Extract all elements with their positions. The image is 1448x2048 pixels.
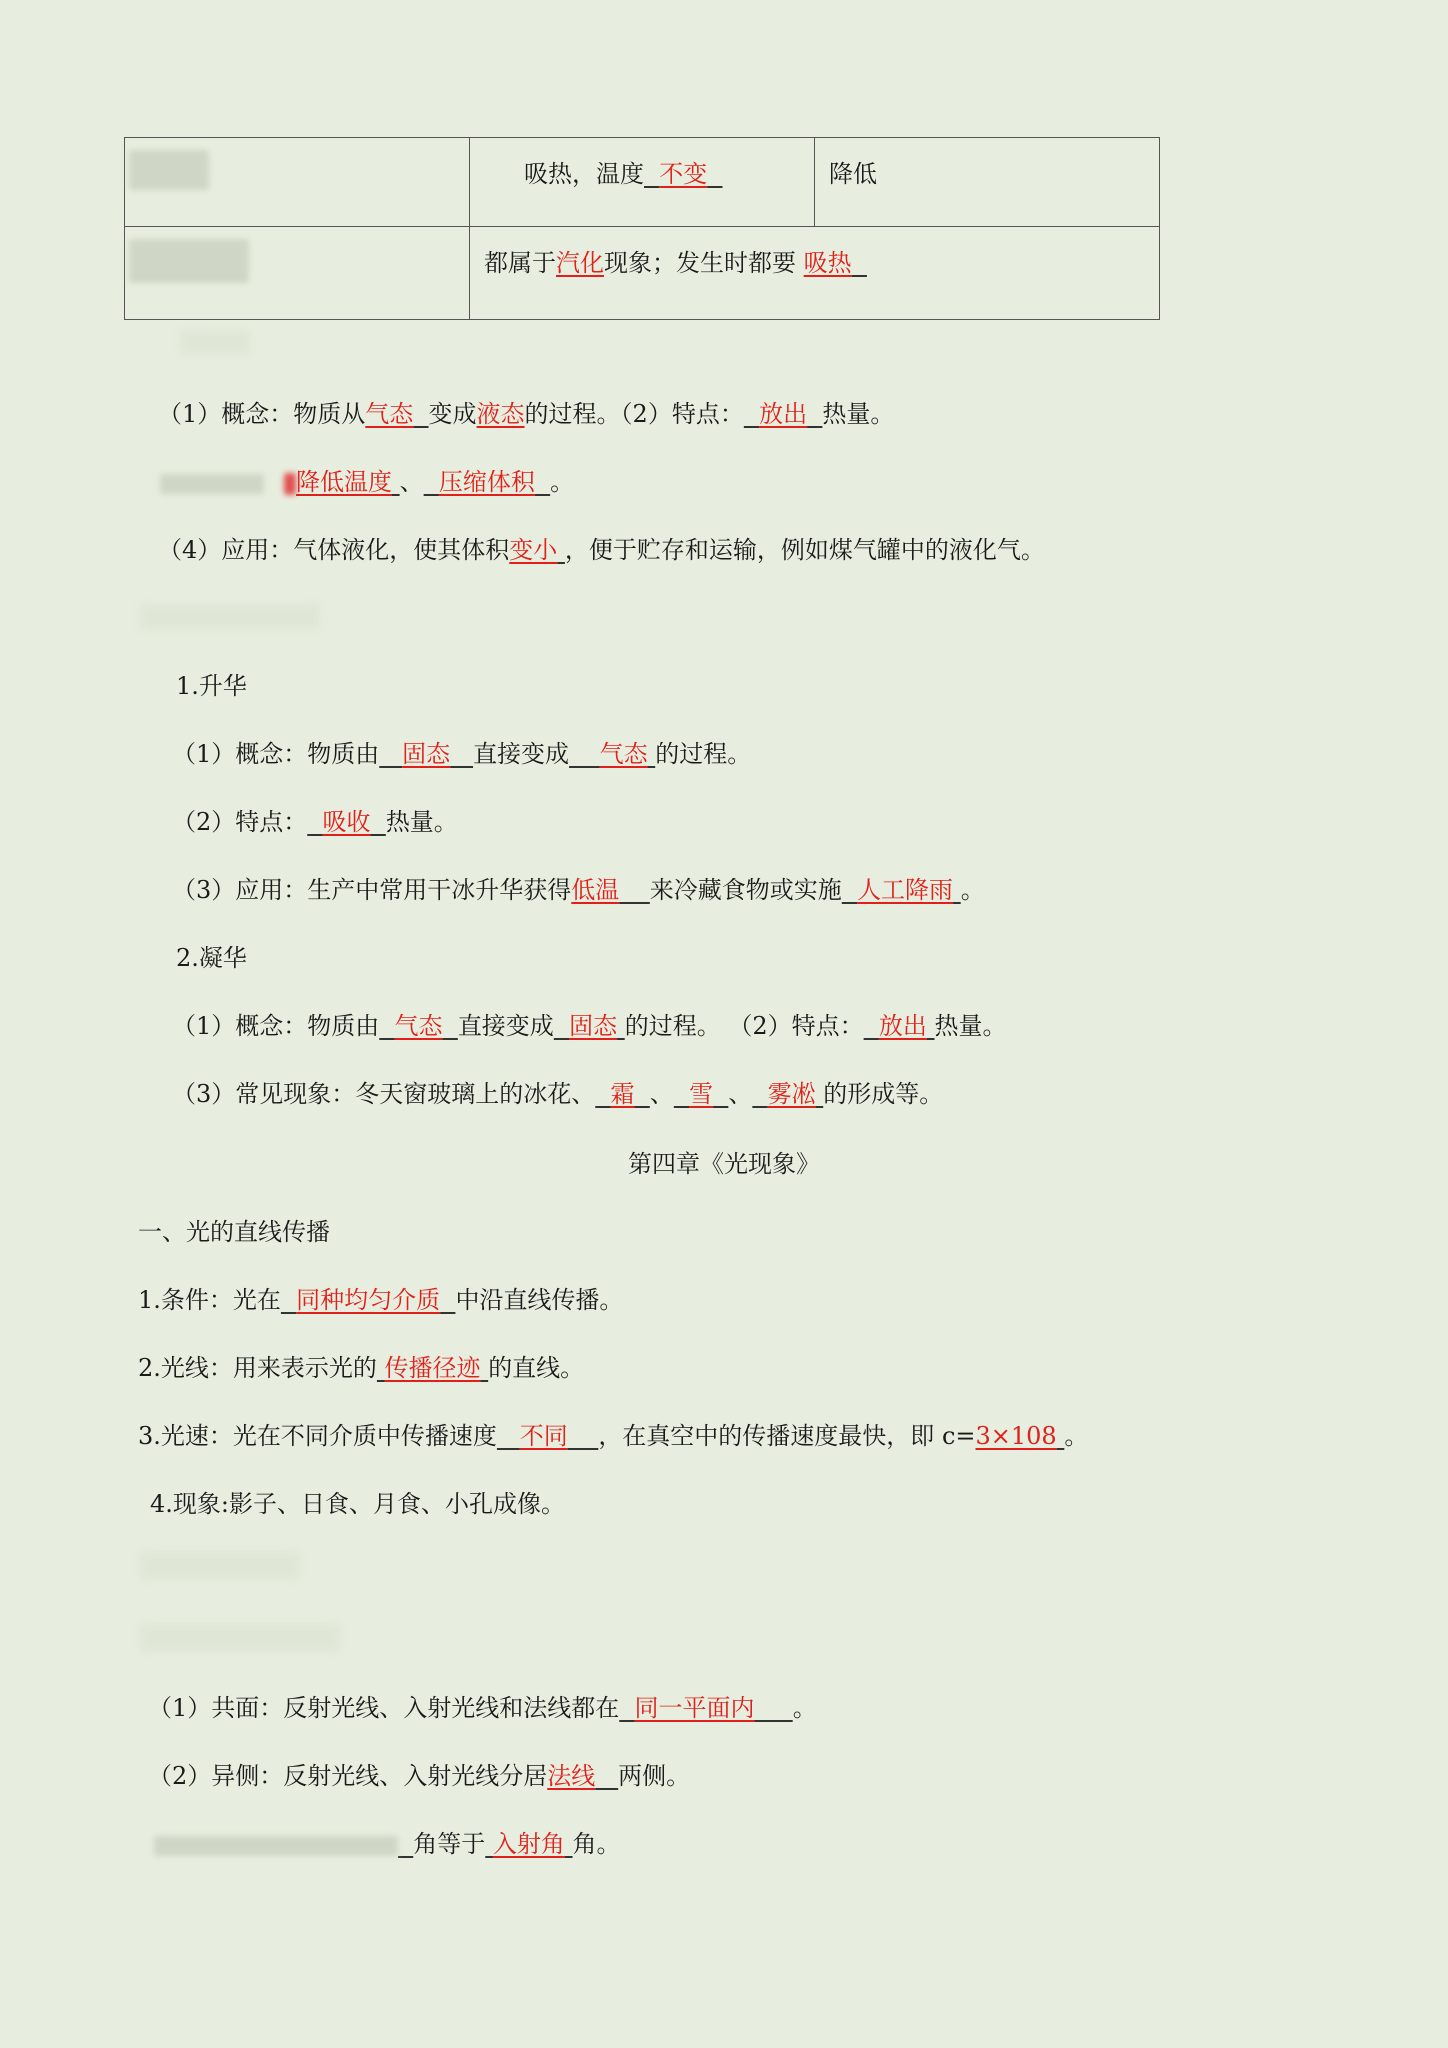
table-cell-blurred [125,227,470,320]
table-cell-merged [470,227,1160,320]
text: 、 [399,468,424,496]
table-text: 现象；发生时都要 [604,249,796,277]
text: （3）应用：生产中常用干冰升华获得 [172,876,572,904]
text: 来冷藏食物或实施 [649,876,842,904]
answer-blank: 法线 [547,1762,596,1790]
answer-blank: 变小 [509,536,558,564]
reflection-coplanar-line [148,1692,817,1724]
answer-blank: 气态 [365,400,414,428]
table-row [125,138,1160,227]
text: （3）常见现象：冬天窗玻璃上的冰花、 [172,1080,596,1108]
text: 。 [1064,1422,1089,1450]
blurred-mark [284,473,296,495]
blurred-text [154,1836,398,1856]
text: 1.条件：光在 [138,1286,281,1314]
text: 的形成等。 [823,1080,944,1108]
text: ，便于贮存和运输，例如煤气罐中的液化气。 [564,536,1045,564]
answer-blank: 不变 [659,160,708,188]
text: 的直线。 [488,1354,585,1382]
liquefaction-application-line [158,534,1045,566]
deposition-concept-line [172,1010,1007,1042]
answer-blank: 雪 [689,1080,714,1108]
table-text: 吸热，温度 [524,160,644,188]
answer-blank: 气态 [394,1012,443,1040]
text: 角。 [572,1830,621,1858]
text: 。 [550,468,575,496]
text: 变成 [428,400,477,428]
text: 热量。 [385,808,458,836]
section-heading: 一、光的直线传播 [138,1218,330,1246]
chapter-title: 第四章《光现象》 [628,1150,820,1178]
answer-blank: 压缩体积 [438,468,535,496]
answer-blank: 汽化 [556,249,604,277]
answer-blank: 吸热 [803,249,852,277]
text: 热量。 [822,400,895,428]
table-text: 都属于 [484,249,556,277]
answer-blank: 同一平面内 [634,1694,755,1722]
text: （1）概念：物质从 [158,400,366,428]
light-phenomena-line: 4.现象:影子、日食、月食、小孔成像。 [150,1490,565,1518]
text: 的过程。 [655,740,752,768]
text: 2.光线：用来表示光的 [138,1354,377,1382]
sublimation-heading: 1.升华 [176,672,247,700]
text: 直接变成 [457,1012,554,1040]
text: （2）异侧：反射光线、入射光线分居 [148,1762,548,1790]
sublimation-application-line [172,874,985,906]
liquefaction-concept-line [158,398,894,430]
table-cell-blurred [125,138,470,227]
text: 。 [960,876,985,904]
reflection-opposite-line [148,1760,690,1792]
text: 、 [649,1080,674,1108]
answer-blank: 降低温度 [296,468,392,496]
table-text: 降低 [829,160,877,188]
answer-blank: 固态 [569,1012,618,1040]
answer-blank: 3×108 [975,1422,1057,1450]
answer-blank: 同种均匀介质 [296,1286,441,1314]
text: （4）应用：气体液化，使其体积 [158,536,510,564]
answer-blank: 气态 [599,740,648,768]
answer-blank: 低温 [571,876,620,904]
text: 直接变成 [473,740,570,768]
sublimation-feature-line [172,806,458,838]
table-row [125,227,1160,320]
answer-blank: 不同 [519,1422,568,1450]
answer-blank: 传播径迹 [384,1354,481,1382]
answer-blank: 固态 [402,740,451,768]
answer-blank: 液态 [476,400,525,428]
text: 两侧。 [618,1762,691,1790]
text: （2）特点： [172,808,308,836]
liquefaction-method-line [160,466,574,498]
light-condition-line [138,1284,623,1316]
text: 、 [728,1080,753,1108]
answer-blank: 放出 [759,400,808,428]
text: ，在真空中的传播速度最快，即 c= [598,1422,976,1450]
answer-blank: 放出 [878,1012,927,1040]
text: 3.光速：光在不同介质中传播速度 [138,1422,497,1450]
text: 热量。 [934,1012,1007,1040]
comparison-table [124,137,1160,320]
reflection-angle-line [154,1828,621,1860]
text: （1）概念：物质由 [172,1012,380,1040]
light-speed-line [138,1420,1088,1452]
text: （1）共面：反射光线、入射光线和法线都在 [148,1694,620,1722]
text: 。 [792,1694,817,1722]
table-cell [815,138,1160,227]
text: 中沿直线传播。 [455,1286,624,1314]
text: 的过程。（2）特点： [524,400,744,428]
text: 的过程。 （2）特点： [624,1012,864,1040]
light-ray-line [138,1352,584,1384]
text: 角等于 [413,1830,486,1858]
sublimation-concept-line [172,738,751,770]
answer-blank: 雾凇 [767,1080,816,1108]
answer-blank: 人工降雨 [857,876,954,904]
blurred-text [160,474,264,494]
deposition-phenomena-line [172,1078,943,1110]
answer-blank: 霜 [610,1080,635,1108]
deposition-heading: 2.凝华 [176,944,247,972]
answer-blank: 吸收 [322,808,371,836]
answer-blank: 入射角 [492,1830,565,1858]
text: （1）概念：物质由 [172,740,380,768]
table-cell [470,138,815,227]
